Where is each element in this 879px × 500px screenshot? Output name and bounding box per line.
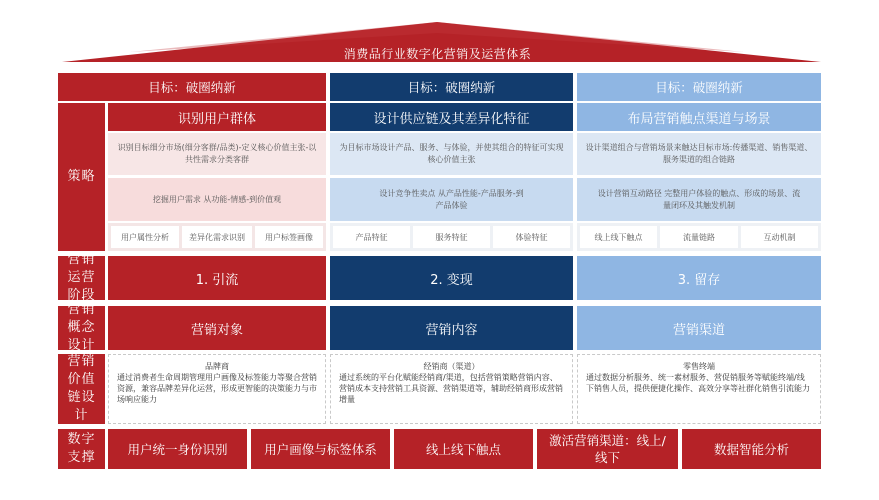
goal-col1: 目标：破圈纳新 xyxy=(58,73,326,101)
desc1-col3: 设计渠道组合与营销场景来触达目标市场:传播渠道、销售渠道、服务渠道的组合链路 xyxy=(577,133,821,175)
row-label-value-chain: 营销价值链设计 xyxy=(58,354,105,424)
chain-text-brand: 通过消费者生命周期管理用户画像及标签能力等聚合营销资源，兼容品牌差异化运营，形成更智能的决策能力与市场响应能力 xyxy=(117,373,317,404)
page-title: 消费品行业数字化营销及运营体系 xyxy=(343,46,532,61)
concept-col1: 营销对象 xyxy=(108,306,326,350)
stage-col3: 3. 留存 xyxy=(577,256,821,300)
head-col2: 设计供应链及其差异化特征 xyxy=(330,103,573,131)
tag-user-attribute: 用户属性分析 xyxy=(111,226,179,248)
tagrow-col1 xyxy=(108,223,326,251)
value-chain-col3 xyxy=(577,354,821,424)
digital-item-5: 数据智能分析 xyxy=(682,429,821,469)
row-label-strategy: 策略 xyxy=(58,103,105,251)
goal-col2: 目标：破圈纳新 xyxy=(330,73,573,101)
tagrow-col2 xyxy=(330,223,573,251)
row-label-concept: 营销概念设计 xyxy=(58,306,105,350)
desc1-col2: 为目标市场设计产品、服务、与体验，并使其组合的特征可实现核心价值主张 xyxy=(330,133,573,175)
tag-experience-feature: 体验特征 xyxy=(493,226,570,248)
desc2-col3: 设计营销互动路径 完整用户体验的触点、形成的场景、流量闭环及其触发机制 xyxy=(577,178,821,221)
chain-text-dealer: 通过系统的平台化赋能经销商/渠道，包括营销策略营销内容、营销成本支持营销工具资源、营销渠道等，辅助经销商形成营销增量 xyxy=(339,373,563,404)
chain-title-brand: 品牌商 xyxy=(205,362,229,371)
head-col1: 识别用户群体 xyxy=(108,103,326,131)
stage-col1: 1. 引流 xyxy=(108,256,326,300)
digital-item-3: 线上线下触点 xyxy=(394,429,533,469)
goal-col3: 目标：破圈纳新 xyxy=(577,73,821,101)
digital-item-4: 激活营销渠道：线上/线下 xyxy=(537,429,678,469)
desc2-col1: 挖掘用户需求 从功能-情感-到价值观 xyxy=(108,178,326,221)
value-chain-col1 xyxy=(108,354,326,424)
stage-col2: 2. 变现 xyxy=(330,256,573,300)
tag-user-portrait: 用户标签画像 xyxy=(255,226,323,248)
value-chain-col2 xyxy=(330,354,573,424)
row-label-digital: 数字支撑 xyxy=(58,429,105,469)
desc1-col1: 识别目标细分市场(细分客群/品类)-定义核心价值主张-以共性需求分类客群 xyxy=(108,133,326,175)
tag-touchpoint: 线上线下触点 xyxy=(580,226,657,248)
head-col3: 布局营销触点渠道与场景 xyxy=(577,103,821,131)
tag-service-feature: 服务特征 xyxy=(413,226,490,248)
digital-item-1: 用户统一身份识别 xyxy=(108,429,247,469)
row-label-stage: 营销运营阶段 xyxy=(58,256,105,300)
desc2-col2: 设计竞争性卖点 从产品性能-产品服务-到产品体验 xyxy=(330,178,573,221)
tag-product-feature: 产品特征 xyxy=(333,226,410,248)
digital-item-2: 用户画像与标签体系 xyxy=(251,429,390,469)
tag-traffic-link: 流量链路 xyxy=(660,226,738,248)
tag-diff-demand: 差异化需求识别 xyxy=(182,226,252,248)
concept-col3: 营销渠道 xyxy=(577,306,821,350)
chain-text-retail: 通过数据分析服务、统一素材服务、营促销服务等赋能终端/线下销售人员，提供便捷化操作、高效分享等社群化销售引流能力 xyxy=(586,373,810,393)
chain-title-dealer: 经销商（渠道） xyxy=(423,362,480,371)
concept-col2: 营销内容 xyxy=(330,306,573,350)
tag-interaction: 互动机制 xyxy=(741,226,818,248)
tagrow-col3 xyxy=(577,223,821,251)
chain-title-retail: 零售终端 xyxy=(683,362,715,371)
